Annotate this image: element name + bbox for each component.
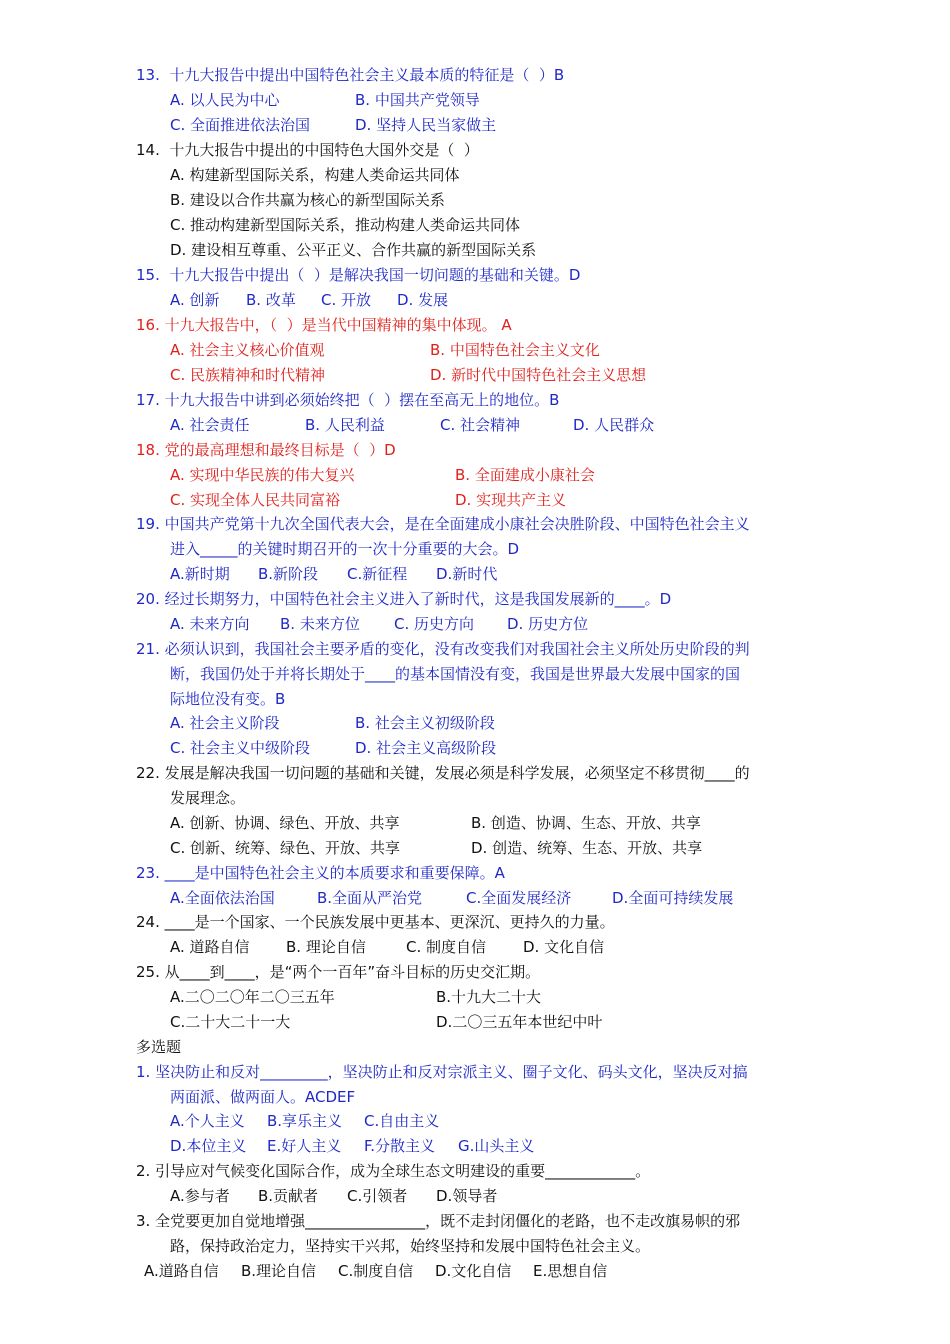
text-line: C. 民族精神和时代精神 (170, 366, 326, 384)
text-line: C. 创新、统筹、绿色、开放、共享 (170, 839, 401, 857)
text-line: C. 历史方向 (394, 615, 475, 633)
text-line: A.个人主义 (170, 1112, 245, 1130)
text-line: A.参与者 (170, 1187, 230, 1205)
text-line: 进入_____的关键时期召开的一次十分重要的大会。D (170, 540, 520, 558)
text-line: A. 创新、协调、绿色、开放、共享 (170, 814, 400, 832)
text-line: B. 理论自信 (286, 938, 366, 956)
text-line: B.享乐主义 (267, 1112, 343, 1130)
text-line: A. 社会责任 (170, 416, 250, 434)
text-line: D.领导者 (436, 1187, 498, 1205)
text-line: 路，保持政治定力，坚持实干兴邦，始终坚持和发展中国特色社会主义。 (170, 1237, 651, 1255)
text-line: C. 开放 (321, 291, 372, 309)
text-line: 19. 中国共产党第十九次全国代表大会，是在全面建成小康社会决胜阶段、中国特色社会主义 (136, 515, 750, 533)
text-line: A. 构建新型国际关系，构建人类命运共同体 (170, 166, 460, 184)
text-line: B. 中国共产党领导 (355, 91, 480, 109)
text-line: 14. 十九大报告中提出的中国特色大国外交是（ ） (136, 141, 479, 159)
text-line: B. 社会主义初级阶段 (355, 714, 495, 732)
text-line: D. 新时代中国特色社会主义思想 (430, 366, 647, 384)
text-line: 13. 十九大报告中提出中国特色社会主义最本质的特征是（ ）B (136, 66, 565, 84)
text-line: C. 社会主义中级阶段 (170, 739, 311, 757)
text-line: 际地位没有变。B (170, 690, 286, 708)
text-line: C.自由主义 (364, 1112, 440, 1130)
text-line: B. 人民利益 (305, 416, 385, 434)
text-line: A.全面依法治国 (170, 889, 275, 907)
text-line: 17. 十九大报告中讲到必须始终把（ ）摆在至高无上的地位。B (136, 391, 560, 409)
text-line: 发展理念。 (170, 789, 246, 807)
text-line: A.二〇二〇年二〇三五年 (170, 988, 335, 1006)
text-line: D. 坚持人民当家做主 (355, 116, 497, 134)
text-line: D. 文化自信 (523, 938, 605, 956)
text-line: C. 实现全体人民共同富裕 (170, 491, 341, 509)
text-line: E.思想自信 (533, 1262, 608, 1280)
text-line: B. 中国特色社会主义文化 (430, 341, 600, 359)
text-line: D.新时代 (436, 565, 498, 583)
text-line: C.新征程 (347, 565, 408, 583)
text-line: D.本位主义 (170, 1137, 247, 1155)
text-line: A. 未来方向 (170, 615, 250, 633)
text-line: A. 创新 (170, 291, 220, 309)
text-line: C. 全面推进依法治国 (170, 116, 311, 134)
text-line: A. 以人民为中心 (170, 91, 280, 109)
text-line: A. 实现中华民族的伟大复兴 (170, 466, 355, 484)
text-line: D. 实现共产主义 (455, 491, 567, 509)
text-line: A. 社会主义核心价值观 (170, 341, 325, 359)
text-line: B.新阶段 (258, 565, 319, 583)
text-line: G.山头主义 (458, 1137, 535, 1155)
text-line: 两面派、做两面人。ACDEF (170, 1088, 356, 1106)
text-line: B. 改革 (246, 291, 296, 309)
text-line: D.二〇三五年本世纪中叶 (436, 1013, 603, 1031)
text-line: 24. ____是一个国家、一个民族发展中更基本、更深沉、更持久的力量。 (136, 913, 615, 931)
text-line: 多选题 (136, 1038, 182, 1056)
text-line: 15. 十九大报告中提出（ ）是解决我国一切问题的基础和关键。D (136, 266, 581, 284)
text-line: A.道路自信 (144, 1262, 219, 1280)
text-line: D. 社会主义高级阶段 (355, 739, 497, 757)
text-line: 断，我国仍处于并将长期处于____的基本国情没有变，我国是世界最大发展中国家的国 (170, 665, 741, 683)
text-line: C. 制度自信 (406, 938, 487, 956)
text-line: B. 创造、协调、生态、开放、共享 (471, 814, 701, 832)
text-line: E.好人主义 (267, 1137, 342, 1155)
text-line: C.制度自信 (338, 1262, 414, 1280)
text-line: C.全面发展经济 (466, 889, 572, 907)
text-line: D. 人民群众 (573, 416, 655, 434)
text-line: C.引领者 (347, 1187, 408, 1205)
text-line: C. 社会精神 (440, 416, 521, 434)
text-line: D. 建设相互尊重、公平正义、合作共赢的新型国际关系 (170, 241, 537, 259)
text-line: 1. 坚决防止和反对_________，坚决防止和反对宗派主义、圈子文化、码头文化，坚决反对搞 (136, 1063, 748, 1081)
text-line: B. 建设以合作共赢为核心的新型国际关系 (170, 191, 445, 209)
text-line: 3. 全党要更加自觉地增强________________，既不走封闭僵化的老路，也不走改旗易帜的邪 (136, 1212, 741, 1230)
text-line: C. 推动构建新型国际关系，推动构建人类命运共同体 (170, 216, 521, 234)
text-line: A.新时期 (170, 565, 230, 583)
text-line: 20. 经过长期努力，中国特色社会主义进入了新时代，这是我国发展新的____。D (136, 590, 672, 608)
text-line: F.分散主义 (364, 1137, 435, 1155)
text-line: A. 道路自信 (170, 938, 250, 956)
text-line: B. 未来方位 (280, 615, 360, 633)
text-line: D. 历史方位 (507, 615, 589, 633)
text-line: B.全面从严治党 (317, 889, 423, 907)
text-line: 2. 引导应对气候变化国际合作，成为全球生态文明建设的重要____________。 (136, 1162, 651, 1180)
text-line: A. 社会主义阶段 (170, 714, 280, 732)
text-line: 23. ____是中国特色社会主义的本质要求和重要保障。A (136, 864, 505, 882)
text-line: D.全面可持续发展 (612, 889, 734, 907)
text-line: 22. 发展是解决我国一切问题的基础和关键，发展必须是科学发展，必须坚定不移贯彻____的 (136, 764, 750, 782)
text-line: 25. 从____到____，是“两个一百年”奋斗目标的历史交汇期。 (136, 963, 541, 981)
text-line: D. 发展 (397, 291, 449, 309)
text-line: B.贡献者 (258, 1187, 319, 1205)
text-line: B. 全面建成小康社会 (455, 466, 595, 484)
text-line: D. 创造、统筹、生态、开放、共享 (471, 839, 703, 857)
text-line: B.理论自信 (241, 1262, 317, 1280)
text-line: C.二十大二十一大 (170, 1013, 291, 1031)
text-line: 16. 十九大报告中，（ ）是当代中国精神的集中体现。 A (136, 316, 512, 334)
text-line: 18. 党的最高理想和最终目标是（ ）D (136, 441, 396, 459)
text-line: 21. 必须认识到，我国社会主要矛盾的变化，没有改变我们对我国社会主义所处历史阶段的判 (136, 640, 750, 658)
text-line: B.十九大二十大 (436, 988, 542, 1006)
text-line: D.文化自信 (435, 1262, 512, 1280)
